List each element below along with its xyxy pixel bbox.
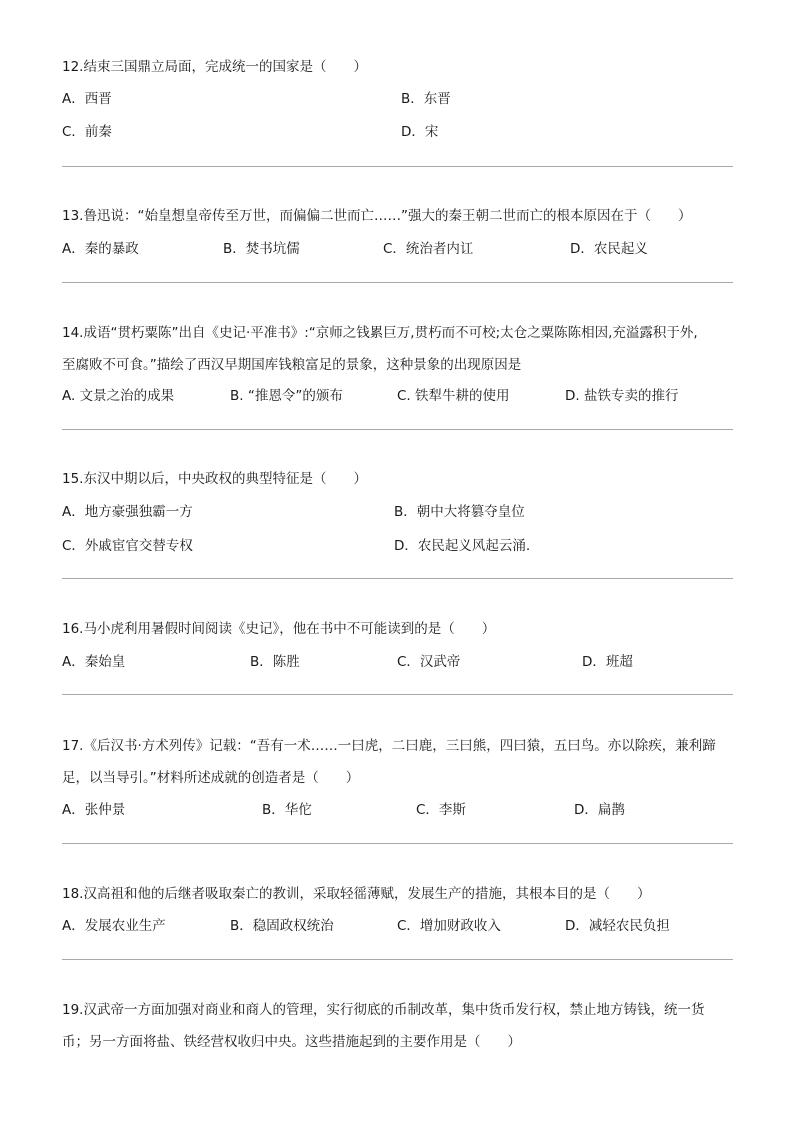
question-14-stem-line-1: 14.成语“贯朽粟陈”出自《史记·平准书》:“京师之钱累巨万,贯朽而不可校;太仓之粟陈陈相因,充溢露积于外, bbox=[62, 325, 698, 341]
divider bbox=[62, 282, 733, 283]
question-18-option-d: D．减轻农民负担 bbox=[565, 918, 670, 934]
question-16-stem: 16.马小虎利用暑假时间阅读《史记》，他在书中不可能读到的是（ ） bbox=[62, 621, 496, 637]
question-17-option-a: A．张仲景 bbox=[62, 802, 126, 818]
question-14-option-a: A. 文景之治的成果 bbox=[62, 388, 175, 404]
question-16-option-b: B．陈胜 bbox=[250, 654, 300, 670]
question-17-option-d: D．扁鹊 bbox=[574, 802, 625, 818]
question-18-option-b: B．稳固政权统治 bbox=[230, 918, 334, 934]
question-14-stem-line-2: 至腐败不可食。”描绘了西汉早期国库钱粮富足的景象，这种景象的出现原因是 bbox=[62, 357, 522, 373]
question-13-option-d: D．农民起义 bbox=[570, 241, 648, 257]
question-14-option-d: D. 盐铁专卖的推行 bbox=[565, 388, 679, 404]
question-17-option-b: B．华佗 bbox=[262, 802, 312, 818]
question-13-stem: 13.鲁迅说：“始皇想皇帝传至万世，而偏偏二世而亡……”强大的秦王朝二世而亡的根本原因在于（ ） bbox=[62, 208, 692, 224]
question-12-option-d: D．宋 bbox=[401, 124, 439, 140]
question-18-option-a: A．发展农业生产 bbox=[62, 918, 166, 934]
question-17-stem-line-1: 17.《后汉书·方术列传》记载：“吾有一术……一曰虎，二曰鹿，三曰熊，四曰猿，五曰鸟。亦以除疾，兼利蹄 bbox=[62, 738, 716, 754]
divider bbox=[62, 843, 733, 844]
question-15-option-b: B．朝中大将篡夺皇位 bbox=[394, 504, 525, 520]
question-16-option-c: C．汉武帝 bbox=[397, 654, 461, 670]
question-13-option-c: C．统治者内讧 bbox=[383, 241, 474, 257]
question-13-option-b: B．焚书坑儒 bbox=[223, 241, 300, 257]
question-16-option-d: D．班超 bbox=[582, 654, 633, 670]
question-12-option-b: B．东晋 bbox=[401, 91, 451, 107]
question-17-stem-line-2: 足，以当导引。”材料所述成就的创造者是（ ） bbox=[62, 770, 360, 786]
divider bbox=[62, 578, 733, 579]
question-12-option-c: C．前秦 bbox=[62, 124, 112, 140]
divider bbox=[62, 429, 733, 430]
question-18-option-c: C．增加财政收入 bbox=[397, 918, 501, 934]
question-19-stem-line-1: 19.汉武帝一方面加强对商业和商人的管理，实行彻底的币制改革，集中货币发行权，禁止地方铸钱，统一货 bbox=[62, 1002, 705, 1018]
question-17-option-c: C．李斯 bbox=[416, 802, 466, 818]
divider bbox=[62, 166, 733, 167]
question-15-option-a: A．地方豪强独霸一方 bbox=[62, 504, 193, 520]
divider bbox=[62, 959, 733, 960]
question-12-option-a: A．西晋 bbox=[62, 91, 112, 107]
question-15-option-c: C．外戚宦官交替专权 bbox=[62, 538, 193, 554]
question-12-stem: 12.结束三国鼎立局面，完成统一的国家是（ ） bbox=[62, 59, 367, 75]
question-14-option-b: B. “推恩令”的颁布 bbox=[230, 388, 343, 404]
question-16-option-a: A．秦始皇 bbox=[62, 654, 126, 670]
question-13-option-a: A．秦的暴政 bbox=[62, 241, 139, 257]
divider bbox=[62, 694, 733, 695]
question-15-stem: 15.东汉中期以后，中央政权的典型特征是（ ） bbox=[62, 471, 367, 487]
question-18-stem: 18.汉高祖和他的后继者吸取秦亡的教训，采取轻徭薄赋，发展生产的措施，其根本目的是（ ） bbox=[62, 886, 651, 902]
question-14-option-c: C. 铁犁牛耕的使用 bbox=[397, 388, 510, 404]
question-15-option-d: D．农民起义风起云涌. bbox=[394, 538, 531, 554]
question-19-stem-line-2: 币；另一方面将盐、铁经营权收归中央。这些措施起到的主要作用是（ ） bbox=[62, 1034, 521, 1050]
